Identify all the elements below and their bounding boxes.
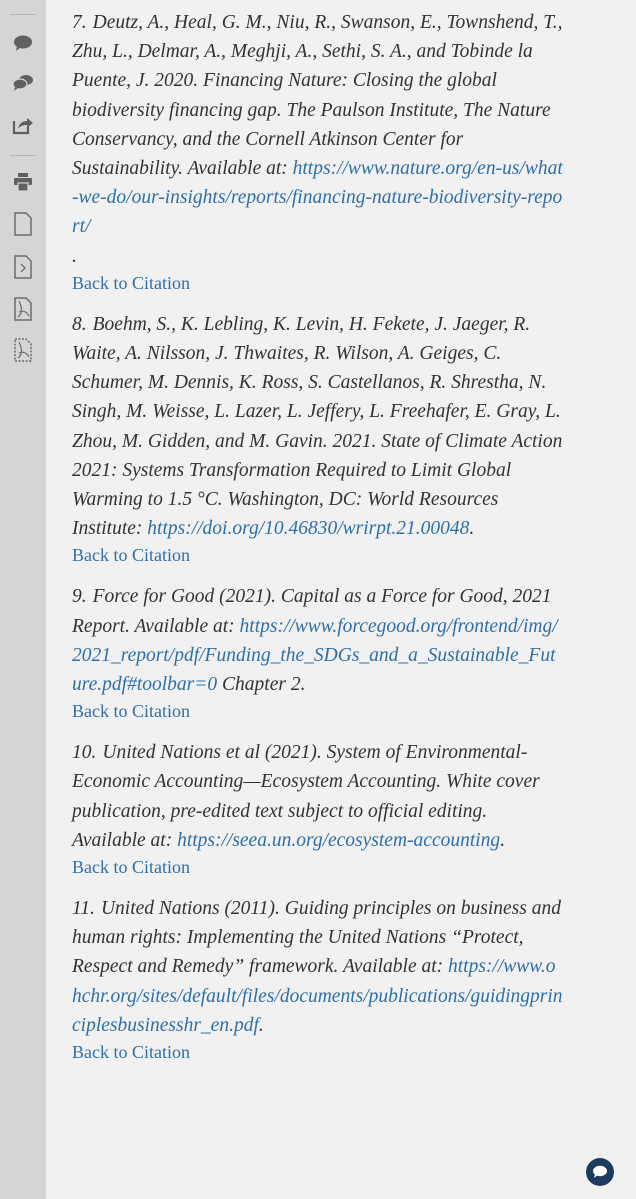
back-to-citation-link[interactable]: Back to Citation: [72, 545, 190, 566]
print-icon[interactable]: [11, 170, 35, 194]
reference-link[interactable]: https://www.nature.org/en-us/what-we-do/our-insights/reports/financing-nature-biodiversity-report/: [72, 158, 563, 238]
back-to-citation-link[interactable]: Back to Citation: [72, 857, 190, 878]
document-code-icon[interactable]: [11, 255, 35, 279]
sidebar-toolbar: [0, 0, 46, 1199]
reference-text: 9. Force for Good (2021). Capital as a Force for Good, 2021 Report. Available at: https://www.forcegood.org/frontend/img/2021_report/pdf/Funding_the_SDGs_and_a_Sustainable_Future.pdf#toolbar=0 Chapter 2.: [72, 586, 558, 696]
reference-link[interactable]: https://seea.un.org/ecosystem-accounting: [177, 829, 501, 851]
reference-text: 7. Deutz, A., Heal, G. M., Niu, R., Swanson, E., Townshend, T., Zhu, L., Delmar, A., Meghji, A., Sethi, S. A., and Tobinde la Puente, J. 2020. Financing Nature: Closing the global biodiversity financing gap. The Paulson Institute, The Nature Conservancy, and the Cornell Atkinson Center for Sustainability. Available at: https://www.nature.org/en-us/what-we-do/our-insights/reports/financing-nature-biodiversity-report/ .: [72, 12, 563, 267]
reference-link[interactable]: https://www.ohchr.org/sites/default/files/documents/publications/guidingprinciplesbusinesshr_en.pdf: [72, 956, 563, 1036]
reference-text: 10. United Nations et al (2021). System of Environmental-Economic Accounting—Ecosystem Accounting. White cover publication, pre-edited text subject to official editing. Available at: https://seea.un.org/ecosystem-accounting.: [72, 742, 540, 851]
back-to-citation-link[interactable]: Back to Citation: [72, 1042, 190, 1063]
pdf-dashed-icon[interactable]: [11, 338, 35, 362]
divider: [10, 14, 36, 15]
comment-icon[interactable]: [11, 31, 35, 55]
chat-button[interactable]: [586, 1158, 614, 1186]
reference-item: [72, 310, 564, 568]
divider: [10, 155, 36, 156]
reference-link[interactable]: https://www.forcegood.org/frontend/img/2021_report/pdf/Funding_the_SDGs_and_a_Sustainable_Future.pdf#toolbar=0: [72, 615, 558, 696]
reference-item: [72, 582, 564, 723]
reference-item: [72, 894, 564, 1064]
reference-link[interactable]: https://doi.org/10.46830/wrirpt.21.00048: [147, 518, 470, 540]
reference-text: 11. United Nations (2011). Guiding principles on business and human rights: Implementing the United Nations “Protect, Respect and Remedy” framework. Available at: https://www.ohchr.org/sites/default/files/documents/publications/guidingprinciplesbusinesshr_en.pdf.: [72, 898, 563, 1036]
share-icon[interactable]: [11, 113, 35, 137]
references-list: [72, 8, 564, 1079]
pdf-icon[interactable]: [11, 297, 35, 321]
reference-item: [72, 8, 564, 295]
back-to-citation-link[interactable]: Back to Citation: [72, 701, 190, 722]
back-to-citation-link[interactable]: Back to Citation: [72, 272, 190, 293]
reference-item: [72, 738, 564, 879]
document-icon[interactable]: [11, 212, 35, 236]
chat-bubble-icon: [592, 1165, 608, 1179]
comments-icon[interactable]: [11, 71, 35, 95]
reference-text: 8. Boehm, S., K. Lebling, K. Levin, H. Fekete, J. Jaeger, R. Waite, A. Nilsson, J. Thwaites, R. Wilson, A. Geiges, C. Schumer, M. Dennis, K. Ross, S. Castellanos, R. Shrestha, N. Singh, M. Weisse, L. Lazer, L. Jeffery, L. Freehafer, E. Gray, L. Zhou, M. Gidden, and M. Gavin. 2021. State of Climate Action 2021: Systems Transformation Required to Limit Global Warming to 1.5 °C. Washington, DC: World Resources Institute: https://doi.org/10.46830/wrirpt.21.00048.: [72, 313, 563, 540]
